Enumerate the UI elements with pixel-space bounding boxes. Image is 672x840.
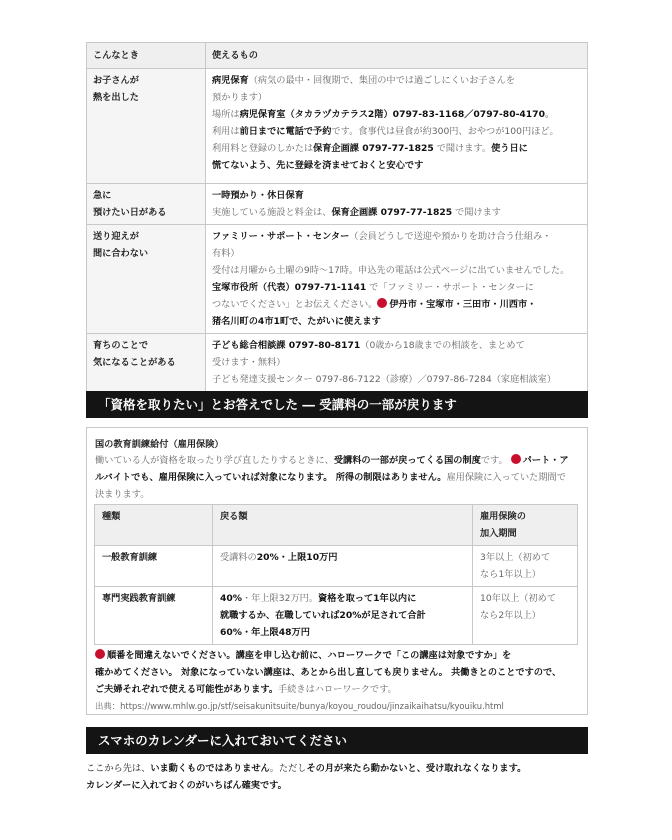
row-what <box>206 69 588 184</box>
table-row <box>95 587 578 645</box>
phone-number: 病児保育室（タカラヅカテラス2階）0797-83-1168／0797-80-4170 <box>239 109 545 120</box>
amount-bold: 就職するか、在職していれば20%が足されて合計 <box>220 610 426 621</box>
phone-number: 宝塚市役所（代表）0797-71-1141 <box>212 282 367 293</box>
row-what <box>206 225 588 334</box>
note-bold: 順番を間違えないでください。講座を申し込む前に、ハローワークで「この講座は対象ですか」を <box>107 650 512 661</box>
row-what <box>206 184 588 225</box>
training-types-table <box>94 504 578 645</box>
column-header-period <box>473 505 578 546</box>
detail-text: 受付は月曜から土曜の9時〜17時。申込先の電話は公式ページに出ていませんでした。 <box>212 265 570 276</box>
red-dot-icon <box>511 454 521 464</box>
intro-text: 働いている人が資格を取ったり学び直したりするときに、 <box>95 455 334 466</box>
amount-bold: 60%・年上限48万円 <box>220 627 310 638</box>
row-when <box>87 225 206 334</box>
section-heading-qualification: 「資格を取りたい」とお答えでした ― 受講料の一部が戻ります <box>86 391 588 418</box>
red-dot-icon <box>377 298 387 308</box>
column-header-amount: 戻る額 <box>213 505 473 546</box>
when-line: 急に <box>93 190 112 201</box>
detail-bold: 慌てないよう、先に登録を済ませておくと安心です <box>212 160 424 171</box>
header-line: 雇用保険の <box>480 511 526 522</box>
detail-text: 子ども発達支援センター 0797-86-7122（診療）／0797-86-7284（家庭相談室） <box>212 374 557 385</box>
detail-text: つないでください」とお伝えください。 <box>212 299 378 310</box>
intro-text: です。 <box>480 455 508 466</box>
service-desc: （会員どうしで送迎や預かりを助け合う仕組み・ <box>349 231 552 242</box>
closing-bold: カレンダーに入れておくのがいちばん確実です。 <box>86 780 287 791</box>
detail-text: で「ファミリー・サポート・センターに <box>366 282 534 293</box>
closing-line: 。ただし <box>269 763 307 774</box>
detail-text: です。食事代は昼食が約300円、おやつが100円ほど。 <box>331 126 559 137</box>
table-row <box>87 69 588 184</box>
intro-bold: 受講料の一部が戻ってくる国の制度 <box>333 455 481 466</box>
table-row <box>87 225 588 334</box>
column-header-type: 種類 <box>95 505 213 546</box>
detail-text: で聞けます <box>452 207 501 218</box>
insurance-period <box>473 587 578 645</box>
amount-bold: 20%・上限10万円 <box>256 552 338 563</box>
detail-bold: 伊丹市・宝塚市・三田市・川西市・ <box>389 299 537 310</box>
period-line: 3年以上（初めて <box>480 552 551 563</box>
detail-text: で聞けます。 <box>433 143 492 154</box>
box-note <box>95 647 581 698</box>
row-when <box>87 69 206 184</box>
header-line: 加入期間 <box>480 528 517 539</box>
service-name: ファミリー・サポート・センター <box>212 231 350 242</box>
period-line: なら2年以上） <box>480 610 541 621</box>
column-header-when: こんなとき <box>87 43 206 69</box>
when-line: 熱を出した <box>93 92 139 103</box>
amount-text: ・年上限32万円。 <box>242 593 319 604</box>
period-line: なら1年以上） <box>480 569 541 580</box>
when-line: 送り迎えが <box>93 231 139 242</box>
source-citation: 出典：https://www.mhlw.go.jp/stf/seisakunitsuite/bunya/koyou_roudou/jinzaikaihatsu/kyouiku.html <box>95 701 504 711</box>
when-line: 預けたい日がある <box>93 207 167 218</box>
intro-text: 雇用保険に入っていた期間で決まります。 <box>95 472 566 500</box>
closing-line: ここから先は、 <box>86 763 151 774</box>
refund-amount <box>213 587 473 645</box>
service-desc: （病気の最中・回復期で、集団の中では過ごしにくいお子さんを <box>248 75 516 86</box>
training-type: 専門実践教育訓練 <box>95 587 213 645</box>
detail-text: 利用料と登録のしかたは <box>212 143 314 154</box>
detail-text: 場所は <box>212 109 240 120</box>
detail-text: 利用は <box>212 126 240 137</box>
closing-text <box>86 760 588 794</box>
refund-amount <box>213 546 473 587</box>
when-line: 育ちのことで <box>93 340 149 351</box>
row-when <box>87 184 206 225</box>
when-line: 気になることがある <box>93 357 176 368</box>
amount-bold: 資格を取って1年以内に <box>318 593 417 604</box>
detail-bold: 前日までに電話で予約 <box>239 126 332 137</box>
service-desc: 有料） <box>212 248 240 259</box>
amount-text: 受講料の <box>220 552 257 563</box>
service-name: 病児保育 <box>212 75 249 86</box>
table-row <box>95 546 578 587</box>
row-when <box>87 334 206 392</box>
note-text: 手続きはハローワークです。 <box>278 684 397 695</box>
box-title: 国の教育訓練給付（雇用保険） <box>95 439 224 450</box>
training-type: 一般教育訓練 <box>95 546 213 587</box>
phone-number: 保育企画課 0797-77-1825 <box>313 143 434 154</box>
period-line: 10年以上（初めて <box>480 593 557 604</box>
intro-bold: パート・アルバイトでも、雇用保険に入っていれば対象になります。 所得の制限はありません。 <box>95 455 569 483</box>
service-desc: （0歳から18歳までの相談を、まとめて <box>360 340 525 351</box>
row-what <box>206 334 588 392</box>
when-line: お子さんが <box>93 75 139 86</box>
when-line: 間に合わない <box>93 248 149 259</box>
phone-number: 子ども総合相談課 0797-80-8171 <box>212 340 361 351</box>
box-intro <box>95 452 575 503</box>
column-header-what: 使えるもの <box>206 43 588 69</box>
insurance-period <box>473 546 578 587</box>
note-bold: 確かめてください。 対象になっていない講座は、あとから出し直しても戻りません。 共働きとのことですので、 <box>95 667 562 678</box>
service-name: 一時預かり・休日保育 <box>212 190 304 201</box>
table-row <box>87 334 588 392</box>
service-desc: 受けます・無料） <box>212 357 286 368</box>
phone-number: 保育企画課 0797-77-1825 <box>331 207 453 218</box>
closing-bold: いま動くものではありません <box>150 763 270 774</box>
detail-text: 実施している施設と料金は、 <box>212 207 332 218</box>
detail-bold: 使う日に <box>491 143 528 154</box>
closing-bold: その月が来たら動かないと、受け取れなくなります。 <box>306 763 527 774</box>
red-dot-icon <box>95 649 105 659</box>
detail-bold: 猪名川町の4市1町で、たがいに使えます <box>212 316 381 327</box>
service-desc: 預かります） <box>212 92 268 103</box>
note-bold: ご夫婦それぞれで使える可能性があります。 <box>95 684 279 695</box>
section-heading-calendar: スマホのカレンダーに入れておいてください <box>86 727 588 754</box>
table-row <box>87 184 588 225</box>
amount-bold: 40% <box>220 593 242 604</box>
support-services-table <box>86 42 588 392</box>
detail-text: 。 <box>544 109 555 120</box>
